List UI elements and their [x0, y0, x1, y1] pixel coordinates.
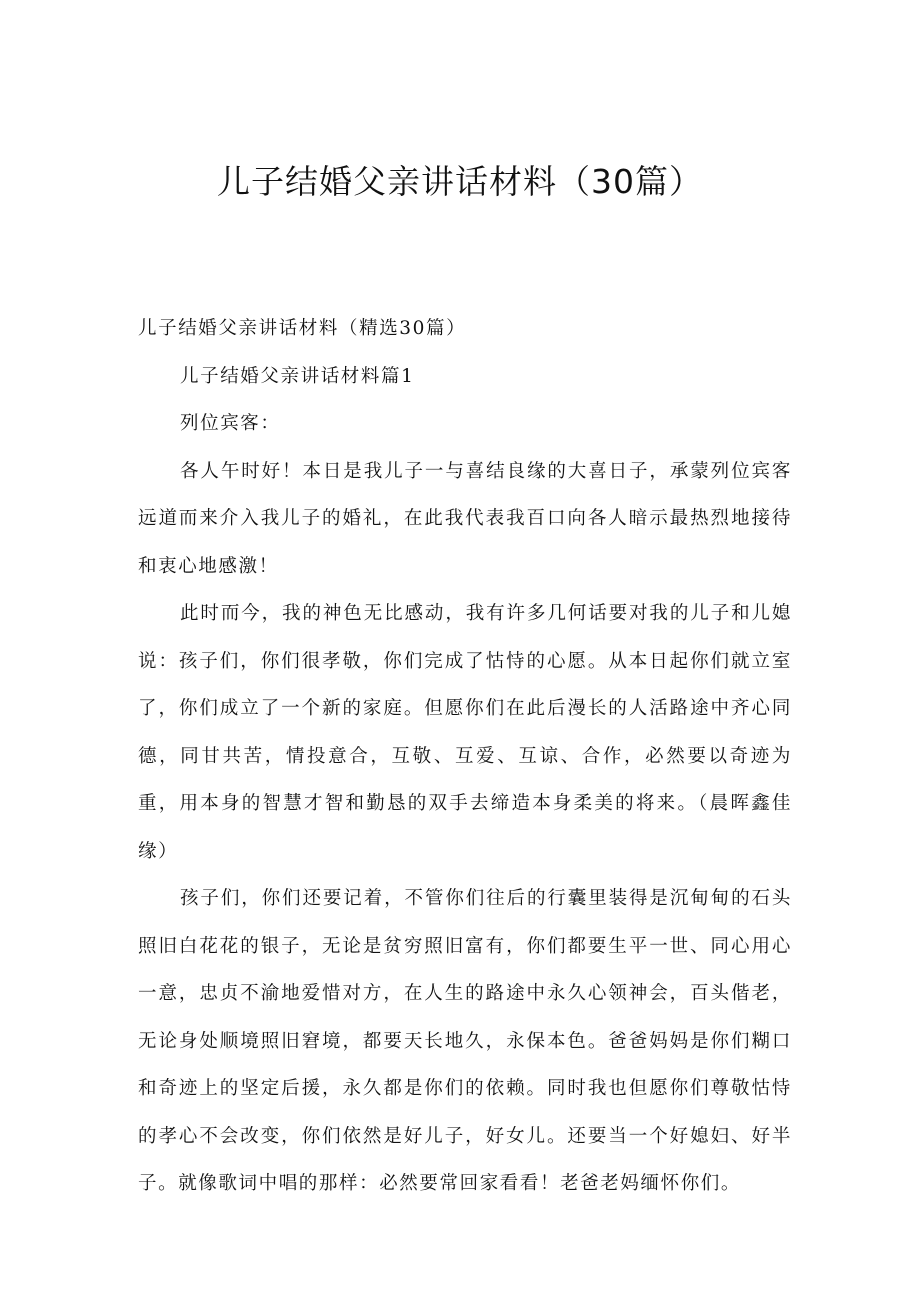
paragraph: 孩子们，你们还要记着，不管你们往后的行囊里装得是沉甸甸的石头照旧白花花的银子，无论是贫穷照旧富有，你们都要生平一世、同心用心一意，忠贞不渝地爱惜对方，在人生的路途中永久心领神会，百头偕老，无论身处顺境照旧窘境，都要天长地久，永保本色。爸爸妈妈是你们糊口和奇迹上的坚定后援，永久都是你们的依赖。同时我也但愿你们尊敬怙恃的孝心不会改变，你们依然是好儿子，好女儿。还要当一个好媳妇、好半子。就像歌词中唱的那样：必然要常回家看看！老爸老妈缅怀你们。 [138, 888, 792, 1194]
document-title: 儿子结婚父亲讲话材料（30篇） [217, 162, 703, 201]
section-heading: 儿子结婚父亲讲话材料篇1 [180, 365, 415, 387]
paragraph: 各人午时好！本日是我儿子一与喜结良缘的大喜日子，承蒙列位宾客远道而来介入我儿子的婚礼，在此我代表我百口向各人暗示最热烈地接待和衷心地感激！ [138, 460, 792, 577]
document-subtitle: 儿子结婚父亲讲话材料（精选30篇） [138, 318, 467, 339]
salutation: 列位宾客： [180, 413, 281, 434]
paragraph: 此时而今，我的神色无比感动，我有许多几何话要对我的儿子和儿媳说：孩子们，你们很孝敬，你们完成了怙恃的心愿。从本日起你们就立室了，你们成立了一个新的家庭。但愿你们在此后漫长的人活路途中齐心同德，同甘共苦，情投意合，互敬、互爱、互谅、合作，必然要以奇迹为重，用本身的智慧才智和勤恳的双手去缔造本身柔美的将来。（晨晖鑫佳缘） [138, 603, 792, 862]
document-body [138, 305, 792, 1208]
